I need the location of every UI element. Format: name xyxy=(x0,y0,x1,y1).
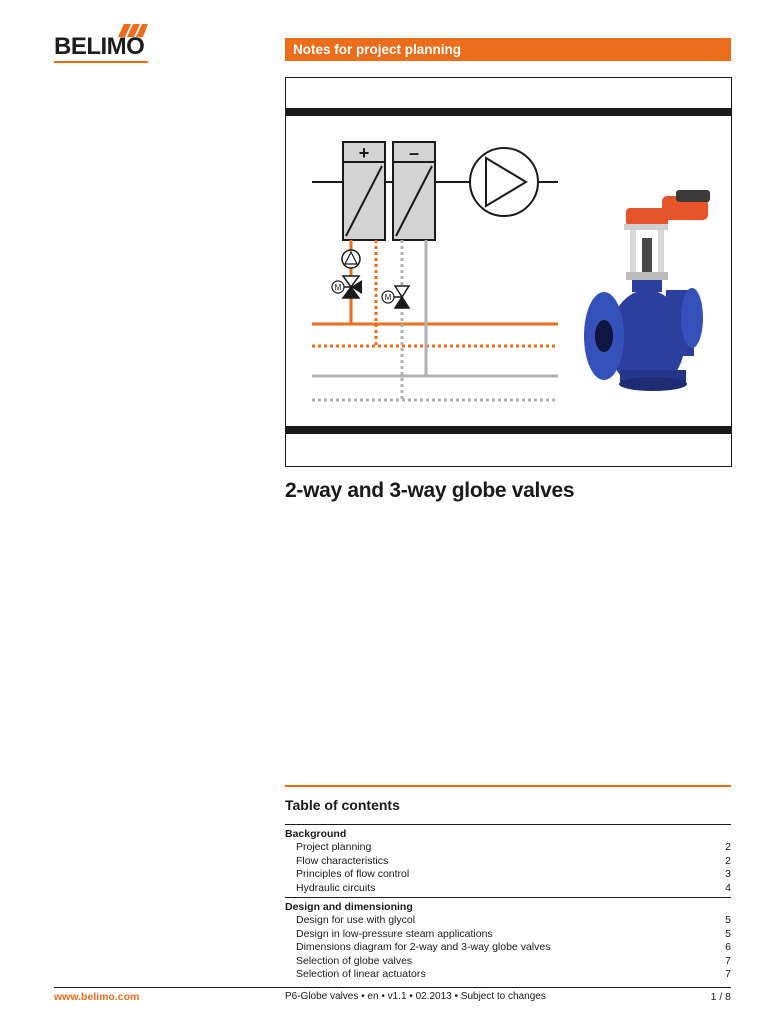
bottom-bar xyxy=(286,426,731,434)
toc-item-page: 7 xyxy=(725,954,731,967)
toc-item-label: Hydraulic circuits xyxy=(296,881,376,894)
toc-section-title: Design and dimensioning xyxy=(285,901,413,913)
toc-item-page: 7 xyxy=(725,968,731,981)
fan-icon xyxy=(470,148,538,216)
toc-section-background xyxy=(285,828,731,895)
toc-item-page: 5 xyxy=(725,914,731,927)
motor-label-b: M xyxy=(384,293,392,302)
toc-item[interactable] xyxy=(285,928,731,941)
toc-item-page: 5 xyxy=(725,927,731,940)
toc-item[interactable] xyxy=(285,968,731,981)
toc-item[interactable] xyxy=(285,841,731,854)
toc-item-page: 2 xyxy=(725,841,731,854)
website-link[interactable]: www.belimo.com xyxy=(54,991,140,1003)
top-bar xyxy=(286,108,731,116)
globe-valve-image xyxy=(584,190,710,391)
toc-item-page: 4 xyxy=(725,881,731,894)
cooling-coil-icon xyxy=(393,142,435,240)
brand-name: BELIMO xyxy=(54,33,145,60)
document-title: 2-way and 3-way globe valves xyxy=(285,479,575,502)
toc-item[interactable] xyxy=(285,855,731,868)
logo-underline xyxy=(54,61,148,63)
toc-divider xyxy=(285,897,731,898)
pump-icon xyxy=(342,250,360,268)
toc-item-page: 2 xyxy=(725,854,731,867)
toc-item-label: Principles of flow control xyxy=(296,868,410,881)
plus-label: + xyxy=(358,143,370,163)
two-way-valve-icon xyxy=(382,286,409,308)
toc-item[interactable] xyxy=(285,868,731,881)
three-way-valve-icon xyxy=(332,276,362,298)
toc-item-label: Dimensions diagram for 2-way and 3-way globe valves xyxy=(296,941,551,954)
document-info: P6-Globe valves • en • v1.1 • 02.2013 • Subject to changes xyxy=(285,991,546,1002)
toc-item-label: Design for use with glycol xyxy=(296,914,416,927)
section-banner: Notes for project planning xyxy=(285,38,731,61)
footer-rule xyxy=(54,987,731,988)
toc-item-page: 6 xyxy=(725,941,731,954)
toc-divider xyxy=(285,824,731,825)
toc-section-title: Background xyxy=(285,828,347,840)
minus-label: – xyxy=(408,143,420,163)
motor-label-a: M xyxy=(334,283,342,292)
toc-item-label: Project planning xyxy=(296,841,372,854)
toc-item[interactable] xyxy=(285,941,731,954)
page-number: 1 / 8 xyxy=(710,991,731,1003)
toc-item-label: Flow characteristics xyxy=(296,854,389,867)
toc-item[interactable] xyxy=(285,955,731,968)
toc-top-rule xyxy=(285,785,731,787)
toc-section-design xyxy=(285,901,731,981)
hero-figure xyxy=(285,77,732,467)
hydraulic-schematic xyxy=(286,78,731,466)
toc-item-page: 3 xyxy=(725,868,731,881)
heating-coil-icon xyxy=(343,142,385,240)
toc-item[interactable] xyxy=(285,914,731,927)
toc-heading: Table of contents xyxy=(285,797,400,813)
toc-item[interactable] xyxy=(285,882,731,895)
toc-item-label: Design in low-pressure steam applications xyxy=(296,927,493,940)
toc-item-label: Selection of globe valves xyxy=(296,954,413,967)
belimo-logo xyxy=(54,24,150,64)
toc-item-label: Selection of linear actuators xyxy=(296,968,426,981)
